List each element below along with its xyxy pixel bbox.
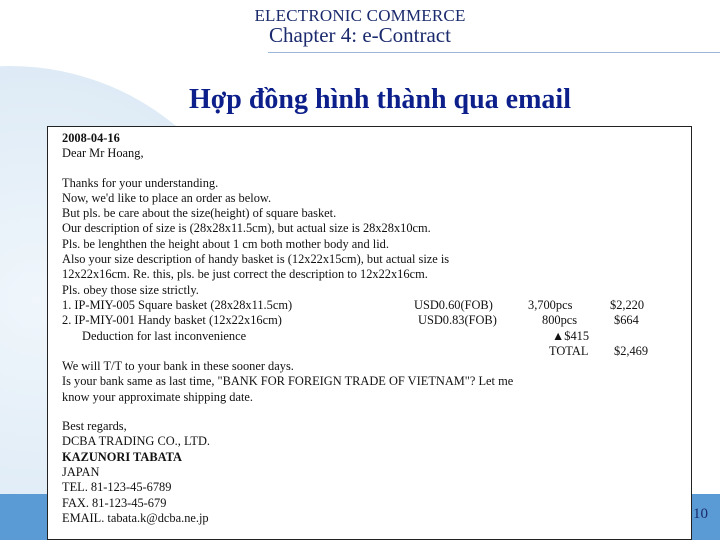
item-description: 1. IP-MIY-005 Square basket (28x28x11.5cm): [62, 297, 293, 312]
email-regards: Best regards,: [62, 419, 127, 434]
sender-email: EMAIL. tabata.k@dcba.ne.jp: [62, 510, 209, 525]
sender-tel: TEL. 81-123-45-6789: [62, 480, 172, 495]
email-document: [47, 126, 692, 540]
header-divider: [268, 52, 720, 53]
email-date: 2008-04-16: [62, 131, 120, 145]
email-salutation: Dear Mr Hoang,: [62, 146, 144, 161]
course-title: ELECTRONIC COMMERCE: [254, 6, 466, 25]
item-amount: $2,220: [610, 297, 645, 312]
item-price: USD0.83(FOB): [418, 313, 497, 328]
deduction-row: [62, 329, 685, 344]
email-body-line: 12x22x16cm. Re. this, pls. be just correct the description to 12x22x16cm.: [62, 267, 428, 282]
sender-country: JAPAN: [62, 464, 100, 479]
slide-header: [0, 0, 720, 52]
email-body-line: Also your size description of handy basket is (12x22x15cm), but actual size is: [62, 252, 450, 267]
email-closing-line: know your approximate shipping date.: [62, 389, 253, 404]
email-body-line: Pls. be lenghthen the height about 1 cm both mother body and lid.: [62, 236, 389, 251]
email-body-line: But pls. be care about the size(height) of square basket.: [62, 206, 337, 221]
email-body-line: Now, we'd like to place an order as below.: [62, 190, 272, 205]
order-item-row: [62, 313, 685, 328]
total-amount: $2,469: [614, 343, 649, 358]
chapter-title: Chapter 4: e-Contract: [269, 23, 451, 47]
email-closing-line: Is your bank same as last time, "BANK FOR FOREIGN TRADE OF VIETNAM"? Let me: [62, 374, 514, 389]
item-quantity: 800pcs: [542, 313, 578, 328]
email-closing-line: We will T/T to your bank in these sooner days.: [62, 359, 294, 374]
order-item-row: [62, 298, 685, 313]
deduction-label: Deduction for last inconvenience: [82, 328, 247, 343]
page-number: 10: [693, 506, 708, 522]
sender-company: DCBA TRADING CO., LTD.: [62, 434, 211, 449]
total-row: [62, 344, 685, 359]
email-body: [62, 131, 685, 526]
email-body-line: Our description of size is (28x28x11.5cm), but actual size is 28x28x10cm.: [62, 221, 431, 236]
sender-name: KAZUNORI TABATA: [62, 449, 182, 464]
item-price: USD0.60(FOB): [414, 297, 493, 312]
sender-fax: FAX. 81-123-45-679: [62, 495, 167, 510]
total-label: TOTAL: [549, 343, 589, 358]
item-amount: $664: [614, 313, 639, 328]
email-body-line: Pls. obey those size strictly.: [62, 282, 199, 297]
slide-title: Hợp đồng hình thành qua email: [189, 84, 571, 115]
email-body-line: Thanks for your understanding.: [62, 175, 219, 190]
deduction-amount: ▲$415: [552, 328, 590, 343]
item-quantity: 3,700pcs: [528, 297, 573, 312]
item-description: 2. IP-MIY-001 Handy basket (12x22x16cm): [62, 313, 282, 328]
